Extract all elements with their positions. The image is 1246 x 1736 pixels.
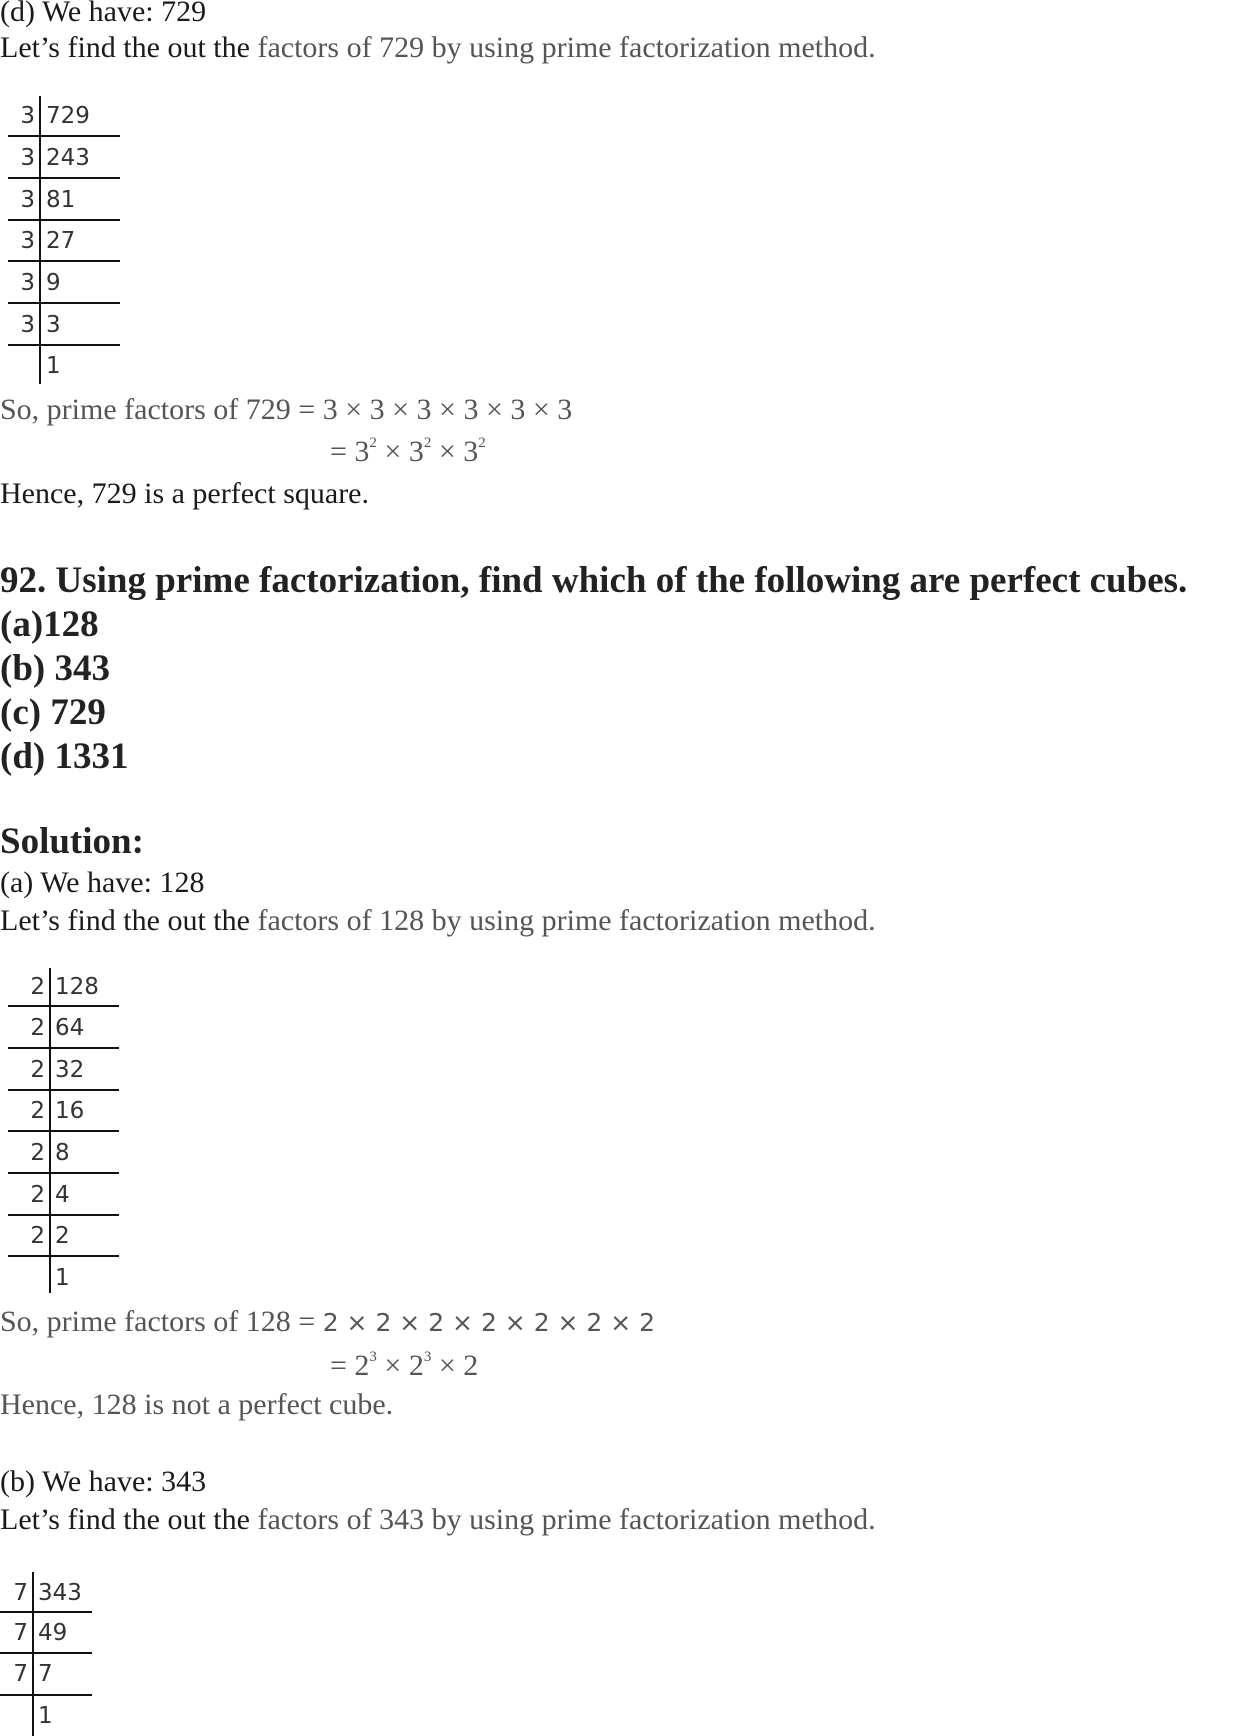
ladder-quotient: 49 [38,1620,68,1646]
ladder-quotient: 128 [55,974,99,1000]
ladder-divisor: 2 [30,1140,45,1166]
ladder-divisor: 7 [13,1661,28,1687]
conclusion-text: Hence, 729 is a perfect square. [0,477,369,510]
eq-base: 3 [354,435,370,468]
eq-sep: × [376,435,409,468]
ladder-divisor: 2 [30,1223,45,1249]
ladder-rule [8,1089,119,1091]
ladder-quotient: 729 [46,103,90,129]
question-option-c: (c) 729 [0,692,106,733]
prime-factors-729: So, prime factors of 729 = 3 × 3 × 3 × 3 × 3 × 3 [0,393,573,426]
eq-sep: × [431,435,464,468]
ladder-rule [8,1130,119,1132]
ladder-divisor: 3 [20,228,35,254]
power-form-128 [330,1348,478,1384]
ladder-rule [8,1214,119,1216]
ladder-quotient: 1 [55,1265,70,1291]
ladder-divisor: 3 [20,145,35,171]
ladder-quotient: 27 [46,228,76,254]
ladder-rule [8,302,120,304]
ladder-quotient: 1 [38,1703,53,1729]
intro-rest: factors of 729 by using prime factorization method. [257,31,876,64]
part-b-intro [0,1502,876,1538]
eq-exp: 2 [478,435,486,451]
ladder-rule [0,1652,92,1654]
ladder-rule [8,1005,119,1007]
ladder-quotient: 8 [55,1140,70,1166]
intro-lead: Let’s find the out the [0,31,258,64]
eq-exp: 2 [423,435,432,451]
ladder-rule [8,219,120,221]
solution-heading: Solution: [0,821,144,862]
ladder-quotient: 9 [46,270,61,296]
part-a-intro [0,903,876,939]
prime-factors-128 [0,1304,655,1341]
part-b-we-have: (b) We have: 343 [0,1465,207,1498]
ladder-vertical-line [32,1572,34,1736]
ladder-rule [8,135,120,137]
ladder-quotient: 16 [55,1098,85,1124]
ladder-quotient: 32 [55,1057,85,1083]
ladder-divisor: 3 [20,312,35,338]
eq-base: 3 [408,435,424,468]
part-d-intro [0,30,876,66]
eq-term: 2 [463,1349,479,1382]
ladder-rule [0,1694,92,1696]
eq-sep: × [431,1349,464,1382]
intro-rest: factors of 128 by using prime factorization method. [257,904,876,937]
ladder-rule [8,177,120,179]
so-lead: So, prime factors of 128 = [0,1305,323,1338]
ladder-divisor: 2 [30,974,45,1000]
ladder-divisor: 3 [20,103,35,129]
ladder-quotient: 2 [55,1223,70,1249]
conclusion-729 [0,476,369,512]
intro-lead: Let’s find the out the [0,904,258,937]
question-option-b: (b) 343 [0,648,110,689]
ladder-divisor: 3 [20,187,35,213]
ladder-quotient: 3 [46,312,61,338]
intro-rest: factors of 343 by using prime factorization method. [257,1503,876,1536]
part-d-we-have: (d) We have: 729 [0,0,207,28]
eq-exp: 3 [369,1349,377,1365]
ladder-rule [8,1172,119,1174]
ladder-quotient: 64 [55,1015,85,1041]
so-factors: 2 × 2 × 2 × 2 × 2 × 2 × 2 [322,1308,656,1337]
eq-prefix: = [330,1349,355,1382]
ladder-quotient: 7 [38,1661,53,1687]
ladder-rule [8,344,120,346]
ladder-quotient: 343 [38,1580,82,1606]
intro-lead: Let’s find the out the [0,1503,258,1536]
eq-prefix: = [330,435,355,468]
power-form-729 [330,434,486,470]
part-a-we-have: (a) We have: 128 [0,866,205,899]
ladder-rule [8,1255,119,1257]
eq-base: 2 [408,1349,424,1382]
ladder-divisor: 7 [13,1620,28,1646]
eq-base: 2 [354,1349,370,1382]
ladder-rule [8,1047,119,1049]
ladder-rule [0,1611,92,1613]
ladder-quotient: 81 [46,187,76,213]
ladder-divisor: 2 [30,1182,45,1208]
eq-base: 3 [463,435,479,468]
ladder-vertical-line [39,96,41,384]
question-title: 92. Using prime factorization, find which of the following are perfect cubes. [0,560,1188,601]
ladder-quotient: 4 [55,1182,70,1208]
ladder-divisor: 2 [30,1098,45,1124]
ladder-divisor: 2 [30,1057,45,1083]
eq-sep: × [376,1349,409,1382]
ladder-quotient: 243 [46,145,90,171]
eq-exp: 2 [369,435,377,451]
ladder-divisor: 7 [13,1580,28,1606]
question-option-a: (a)128 [0,604,99,645]
ladder-divisor: 3 [20,270,35,296]
question-option-d: (d) 1331 [0,736,129,777]
ladder-quotient: 1 [46,353,61,379]
ladder-divisor: 2 [30,1015,45,1041]
conclusion-128: Hence, 128 is not a perfect cube. [0,1388,394,1421]
ladder-rule [8,260,120,262]
eq-exp: 3 [423,1349,432,1365]
